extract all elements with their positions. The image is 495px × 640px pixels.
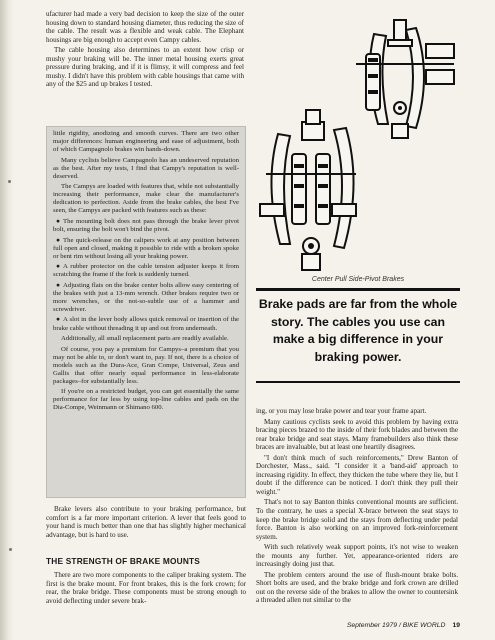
paragraph: That's not to say Banton thinks conventional mounts are sufficient. To the contrary, he uses a special X-brace between the seat stays to keep the brake bridge solid and the stays from deflecting under pedal force. Banton is also working on an improved fork-reinforcement system. bbox=[256, 498, 458, 541]
paragraph: Many cautious cyclists seek to avoid this problem by having extra bracing pieces brazed to the inside of their fork blades and between the rear brake bridge and seat stays. Many framebuilders also think these braces are invaluable, but at least one heartily disagrees. bbox=[256, 417, 458, 452]
caliper-arm-outline bbox=[271, 134, 290, 244]
paragraph: If you're on a restricted budget, you can get essentially the same performance for far less by using top-line cables and pads on the Dia-Compe, Weinmann or Shimano 600. bbox=[53, 388, 239, 412]
brake-pad-outline bbox=[426, 44, 454, 58]
bullet-item: ● The quick-release on the calipers work at any position between full open and closed, making it possible to ride with a broken spoke or bent rim without losing all your braking power. bbox=[53, 236, 239, 260]
coil-mark bbox=[294, 164, 304, 168]
bullet-icon: ● bbox=[55, 236, 61, 244]
coil-mark bbox=[368, 74, 378, 78]
brake-illustration bbox=[256, 14, 460, 276]
mount-nut-outline bbox=[302, 254, 320, 270]
paragraph: Of course, you pay a premium for Campys–a premium that you may not be able to, or don't want to, pay. If not, there is a choice of models such as the Dura-Ace, Gran Compe, Universal, Zeus and Gallis that offer nearly equal performance in less-elaborate packages–for substantially less. bbox=[53, 345, 239, 385]
coil-mark bbox=[318, 184, 328, 188]
paragraph: Additionally, all small replacement parts are readily available. bbox=[61, 335, 229, 343]
paragraph: The cable housing also determines to an extent how crisp or mushy your braking will be. The inner metal housing exerts great pressure during braking, and if it is flimsy, it will compress and feel mushy. I didn't have this problem with cable housings that came with any of the $25 and up brakes I tested. bbox=[46, 46, 244, 89]
pivot-bolt-outline bbox=[394, 20, 406, 42]
mount-nut-outline bbox=[392, 124, 408, 138]
coil-mark bbox=[294, 184, 304, 188]
spring-outline bbox=[366, 54, 380, 110]
coil-mark bbox=[318, 164, 328, 168]
coil-mark bbox=[368, 58, 378, 62]
figure-caption: Center Pull Side-Pivot Brakes bbox=[311, 276, 405, 283]
paragraph: ing, or you may lose brake power and tear your frame apart. bbox=[256, 407, 427, 415]
coil-mark bbox=[318, 204, 328, 208]
brake-pad-outline bbox=[260, 204, 284, 216]
paragraph: "I don't think much of such reinforcements," Drew Banton of Dorchester, Mass., said. "I consider it a 'band-aid' approach to increasing rigidity. In effect, they thicken the tube where they lie, but I doubt if the difference can be noticed. I don't think they pull their weight." bbox=[256, 453, 458, 496]
brake-pad-outline bbox=[426, 70, 454, 84]
bolt-washer-outline bbox=[388, 40, 412, 46]
pull-quote-top-rule bbox=[256, 288, 460, 291]
paragraph: The problem centers around the use of flush-mount brake bolts. Short bolts are used, and the brake bridge and fork crown are drilled out on the reverse side of the brakes to allow the owner to countersink a threaded allen nut similar to the bbox=[256, 570, 458, 605]
paragraph: little rigidity, anodizing and smooth curves. There are two other major differences: human engineering and ease of adjustment, both of which Campagnolo brakes win hands-down. bbox=[53, 130, 239, 154]
bolt-head bbox=[398, 106, 402, 110]
pull-quote-bottom-rule bbox=[256, 381, 460, 383]
paragraph: ufacturer had made a very bad decision to keep the size of the outer housing down to standard housing diameter, thus reducing the size of the cable. The result was a flexible and weak cable. The Elephant housings are big enough to accept even Campy cables. bbox=[46, 10, 244, 44]
page-binding-shadow bbox=[0, 0, 14, 640]
section-heading: THE STRENGTH OF BRAKE MOUNTS bbox=[46, 556, 201, 566]
pivot-bolt-outline bbox=[306, 110, 320, 124]
bullet-item: ● A slot in the lever body allows quick removal or insertion of the brake cable without threading it up and out from underneath. bbox=[53, 316, 239, 332]
bullet-item: ● Adjusting flats on the brake center bolts allow easy centering of the brakes with just a 13-mm wrench. Other brakes require two or more wrenches, or the not-so-subtle use of a hammer and screwdriver. bbox=[53, 281, 239, 313]
margin-mark bbox=[9, 548, 12, 551]
paragraph: Brake levers also contribute to your braking performance, but comfort is a far more important criterion. A lever that feels good to your hand is much better than one that has slightly higher mechanical advantage, but is hard to use. bbox=[46, 505, 246, 539]
paragraph: There are two more components to the caliper braking system. The first is the brake mount. For front brakes, this is the fork crown; for rear, the brake bridge. These components must be strong enough to avoid deflecting under severe brak- bbox=[46, 571, 246, 605]
bullet-icon: ● bbox=[55, 263, 61, 271]
issue-line: September 1979 / BIKE WORLD bbox=[346, 622, 446, 629]
coil-mark bbox=[368, 90, 378, 94]
paragraph: The Campys are loaded with features that, while not substantially increasing their performance, make clear the manufacturer's dedication to perfection. Aside from the brake cables, the best I've seen, the Campys are packed with features such as these: bbox=[53, 183, 239, 215]
bullet-icon: ● bbox=[55, 281, 61, 289]
top-left-column bbox=[46, 10, 244, 91]
bullet-icon: ● bbox=[55, 316, 61, 324]
campagnolo-sidebar-box bbox=[46, 126, 246, 498]
bullet-item: ● The mounting bolt does not pass through the brake lever pivot bolt, ensuring the bolt won't bind the pivot. bbox=[53, 217, 239, 234]
paragraph: With such relatively weak support points, it's not wise to weaken the mounts any further. Yet, appearance-oriented riders are increasingly doing just that. bbox=[256, 543, 458, 569]
right-column bbox=[256, 407, 458, 607]
brake-pad-outline bbox=[332, 204, 356, 216]
page-number: 19 bbox=[452, 622, 460, 629]
bolt-head bbox=[308, 243, 314, 249]
section-body bbox=[46, 571, 246, 607]
pull-quote: Brake pads are far from the whole story. The cables you use can make a big difference in your braking power. bbox=[258, 297, 458, 364]
bullet-item: ● A rubber protector on the cable tension adjuster keeps it from scratching the frame if the fork is suddenly turned. bbox=[53, 263, 239, 279]
paragraph: Many cyclists believe Campagnolo has an undeserved reputation as the best. After my tests, I find that Campy's reputation is well-deserved. bbox=[53, 156, 239, 180]
bullet-icon: ● bbox=[55, 217, 61, 225]
caliper-arm-outline bbox=[334, 128, 354, 248]
coil-mark bbox=[294, 204, 304, 208]
margin-mark bbox=[8, 180, 11, 183]
page-footer bbox=[300, 622, 460, 629]
bottom-left-column bbox=[46, 505, 246, 541]
